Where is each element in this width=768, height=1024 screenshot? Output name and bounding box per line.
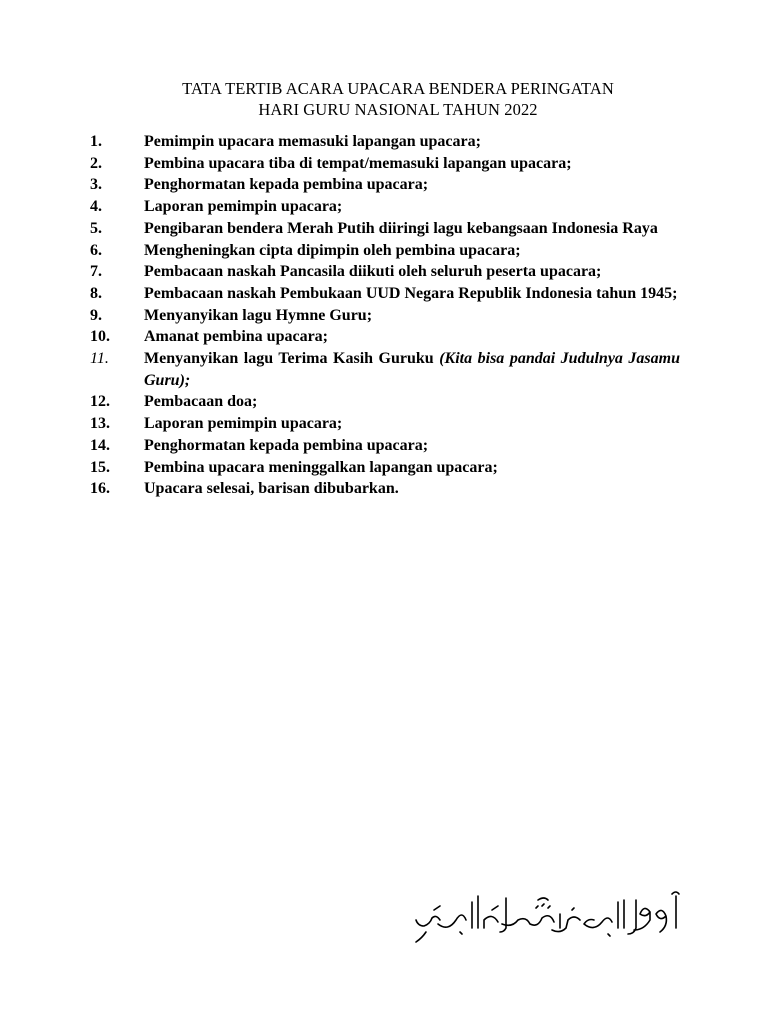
item-number: 8.: [90, 284, 102, 302]
item-text: Pembacaan doa;: [144, 393, 258, 411]
item-text: Penghormatan kepada pembina upacara;: [144, 436, 429, 454]
item-number: 3.: [90, 176, 102, 194]
item-text: Laporan pemimpin upacara;: [144, 198, 343, 216]
item-text: Pemimpin upacara memasuki lapangan upacara;: [144, 133, 481, 150]
item-text: Penghormatan kepada pembina upacara;: [144, 176, 429, 194]
item-text: Pembacaan naskah Pancasila diikuti oleh seluruh peserta upacara;: [144, 263, 602, 281]
list-item: [90, 196, 680, 218]
document-title: [0, 78, 768, 120]
item-number: 2.: [90, 154, 102, 172]
item-number: 14.: [90, 436, 110, 454]
title-line-2: HARI GURU NASIONAL TAHUN 2022: [258, 100, 538, 119]
item-number: 12.: [90, 393, 110, 411]
item-number: 1.: [90, 133, 102, 150]
list-item: [90, 131, 680, 153]
item-text: Mengheningkan cipta dipimpin oleh pembina upacara;: [144, 241, 521, 259]
list-item: [90, 457, 680, 479]
list-item: [90, 478, 680, 500]
list-item: [90, 174, 680, 196]
list-item: [90, 240, 680, 262]
list-item: [90, 348, 680, 391]
item-number: 10.: [90, 328, 110, 346]
item-text: Menyanyikan lagu Hymne Guru;: [144, 306, 373, 324]
item-text: Laporan pemimpin upacara;: [144, 415, 343, 433]
item-text: Pengibaran bendera Merah Putih diiringi lagu kebangsaan Indonesia Raya: [144, 219, 658, 237]
item-text: Amanat pembina upacara;: [144, 328, 329, 346]
list-item: [90, 305, 680, 327]
item-text-container: [144, 348, 680, 391]
ceremony-agenda-list: [90, 131, 680, 500]
item-number: 16.: [90, 480, 110, 498]
item-text: Menyanyikan lagu Terima Kasih Guruku: [144, 350, 440, 368]
item-text: Pembacaan naskah Pembukaan UUD Negara Republik Indonesia tahun 1945;: [144, 284, 678, 302]
item-number: 11.: [90, 350, 109, 368]
item-number: 6.: [90, 241, 102, 259]
item-note: (Kita bisa pandai Judulnya Jasamu Guru);: [144, 350, 680, 389]
list-item: [90, 283, 680, 305]
list-item: [90, 218, 680, 240]
item-number: 5.: [90, 219, 102, 237]
arabic-calligraphy: [410, 888, 682, 950]
item-number: 7.: [90, 263, 102, 281]
list-item: [90, 261, 680, 283]
item-text: Upacara selesai, barisan dibubarkan.: [144, 480, 399, 498]
list-item: [90, 391, 680, 413]
list-item: [90, 326, 680, 348]
item-number: 4.: [90, 198, 102, 216]
item-number: 9.: [90, 306, 102, 324]
list-item: [90, 435, 680, 457]
item-text: Pembina upacara meninggalkan lapangan upacara;: [144, 458, 498, 476]
item-number: 13.: [90, 415, 110, 433]
list-item: [90, 153, 680, 175]
item-number: 15.: [90, 458, 110, 476]
item-text: Pembina upacara tiba di tempat/memasuki lapangan upacara;: [144, 154, 572, 172]
title-line-1: TATA TERTIB ACARA UPACARA BENDERA PERINGATAN: [182, 79, 614, 98]
list-item: [90, 413, 680, 435]
